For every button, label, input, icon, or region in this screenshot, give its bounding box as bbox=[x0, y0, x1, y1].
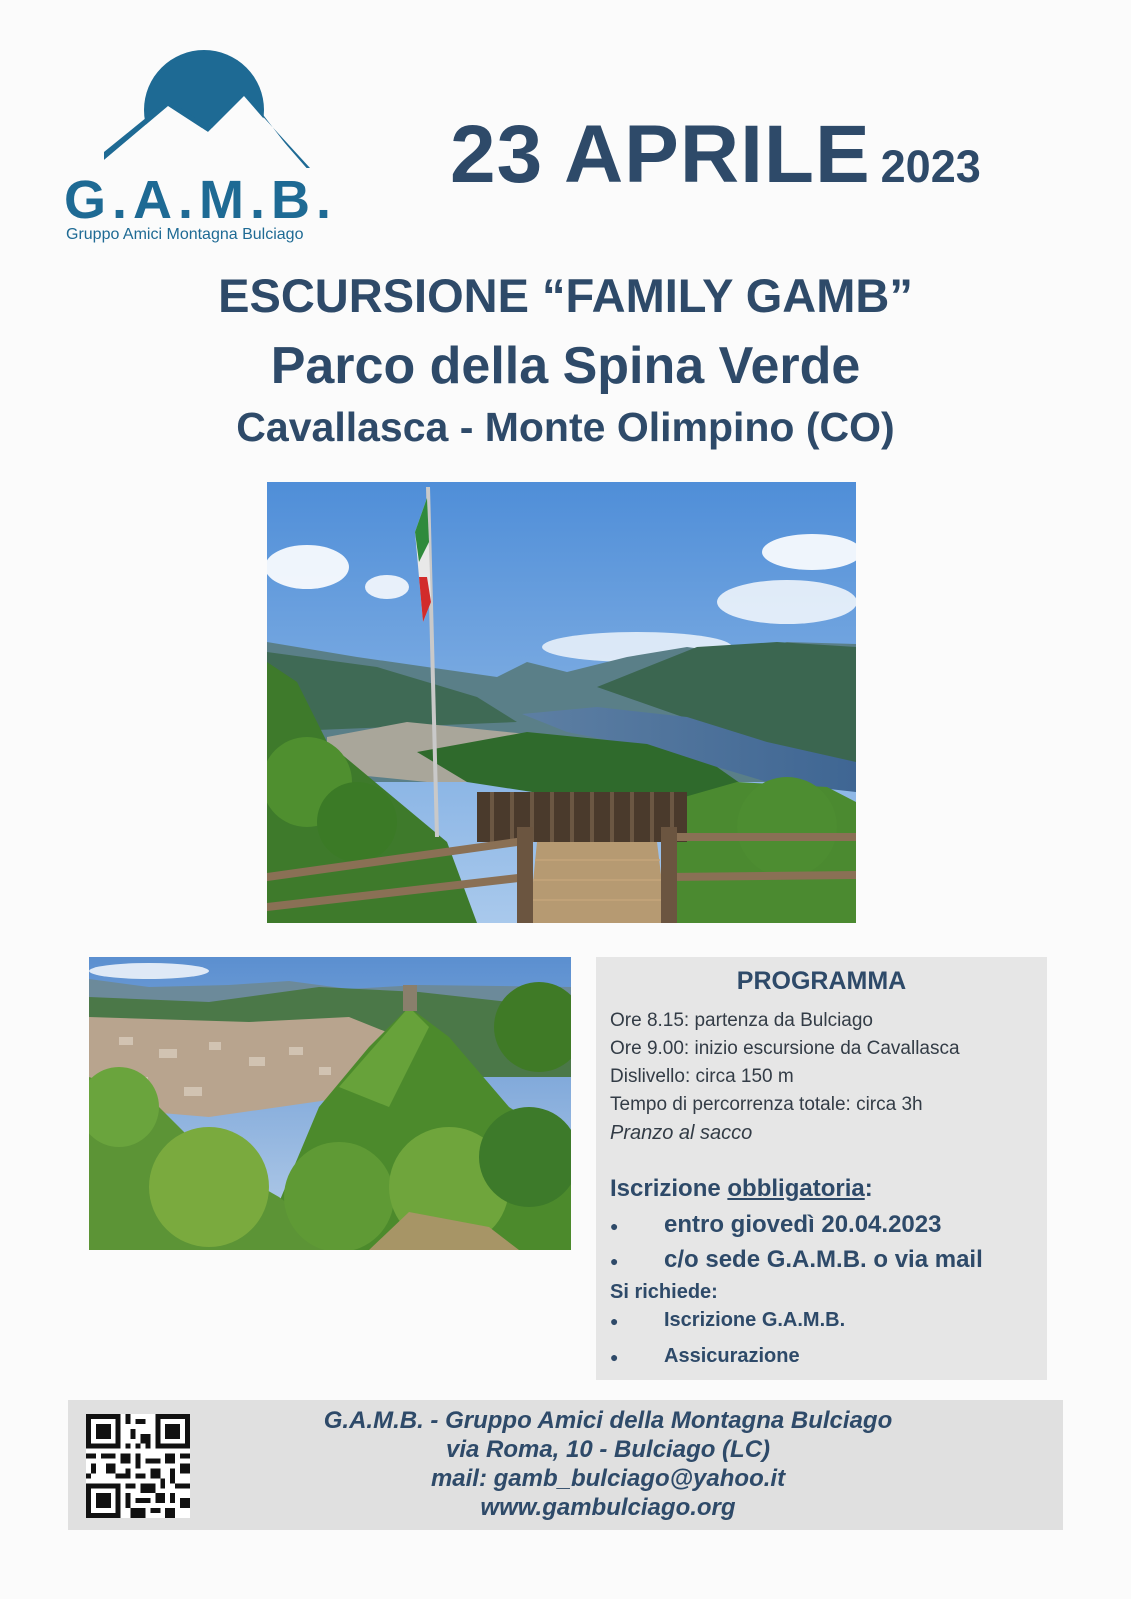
richiede-item-text: Assicurazione bbox=[664, 1345, 800, 1367]
bullet-icon: ● bbox=[610, 1348, 619, 1365]
hill-photo bbox=[89, 957, 571, 1250]
gamb-logo bbox=[62, 44, 382, 254]
richiede-label: Si richiede: bbox=[610, 1281, 718, 1303]
headline-line1: ESCURSIONE “FAMILY GAMB” bbox=[218, 269, 913, 322]
mountain-logo-icon bbox=[104, 44, 344, 174]
contact-lines bbox=[208, 1406, 1008, 1522]
date-year: 2023 bbox=[880, 141, 981, 192]
viewpoint-photo bbox=[267, 482, 856, 923]
programma-panel bbox=[596, 957, 1047, 1380]
headline-line2: Parco della Spina Verde bbox=[270, 337, 861, 395]
lunch-note: Pranzo al sacco bbox=[610, 1122, 753, 1144]
iscrizione-item bbox=[610, 1246, 983, 1274]
logo-letters: G.A.M.B. bbox=[64, 170, 337, 230]
richiede-item-text: Iscrizione G.A.M.B. bbox=[664, 1309, 846, 1331]
schedule-line: Tempo di percorrenza totale: circa 3h bbox=[610, 1094, 923, 1115]
richiede-item bbox=[610, 1345, 800, 1368]
headline-line3: Cavallasca - Monte Olimpino (CO) bbox=[236, 404, 895, 450]
iscrizione-item bbox=[610, 1211, 941, 1239]
schedule-line: Ore 8.15: partenza da Bulciago bbox=[610, 1010, 874, 1031]
iscrizione-heading bbox=[610, 1175, 873, 1203]
iscrizione-colon: : bbox=[864, 1175, 873, 1202]
bullet-icon: ● bbox=[610, 1252, 619, 1269]
schedule-line: Dislivello: circa 150 m bbox=[610, 1066, 794, 1087]
programma-schedule bbox=[610, 1007, 960, 1147]
programma-title: PROGRAMMA bbox=[736, 967, 907, 995]
date-day-month: 23 APRILE bbox=[450, 109, 871, 200]
contact-footer bbox=[68, 1400, 1063, 1530]
schedule-line: Ore 9.00: inizio escursione da Cavallasca bbox=[610, 1038, 960, 1059]
richiede-item bbox=[610, 1309, 845, 1332]
iscrizione-obbligatoria: obbligatoria bbox=[727, 1175, 865, 1202]
bullet-icon: ● bbox=[610, 1312, 619, 1329]
org-address: via Roma, 10 - Bulciago (LC) bbox=[445, 1436, 771, 1463]
event-date bbox=[450, 108, 981, 202]
iscrizione-item-text: c/o sede G.A.M.B. o via mail bbox=[664, 1246, 983, 1273]
logo-subtitle: Gruppo Amici Montagna Bulciago bbox=[66, 226, 304, 243]
qr-code-icon bbox=[86, 1414, 190, 1518]
iscrizione-item-text: entro giovedì 20.04.2023 bbox=[664, 1211, 942, 1238]
org-name: G.A.M.B. - Gruppo Amici della Montagna Bulciago bbox=[323, 1407, 893, 1434]
org-website: www.gambulciago.org bbox=[480, 1494, 736, 1521]
iscrizione-label: Iscrizione bbox=[610, 1175, 728, 1202]
org-email: mail: gamb_bulciago@yahoo.it bbox=[430, 1465, 786, 1492]
bullet-icon: ● bbox=[610, 1217, 619, 1234]
